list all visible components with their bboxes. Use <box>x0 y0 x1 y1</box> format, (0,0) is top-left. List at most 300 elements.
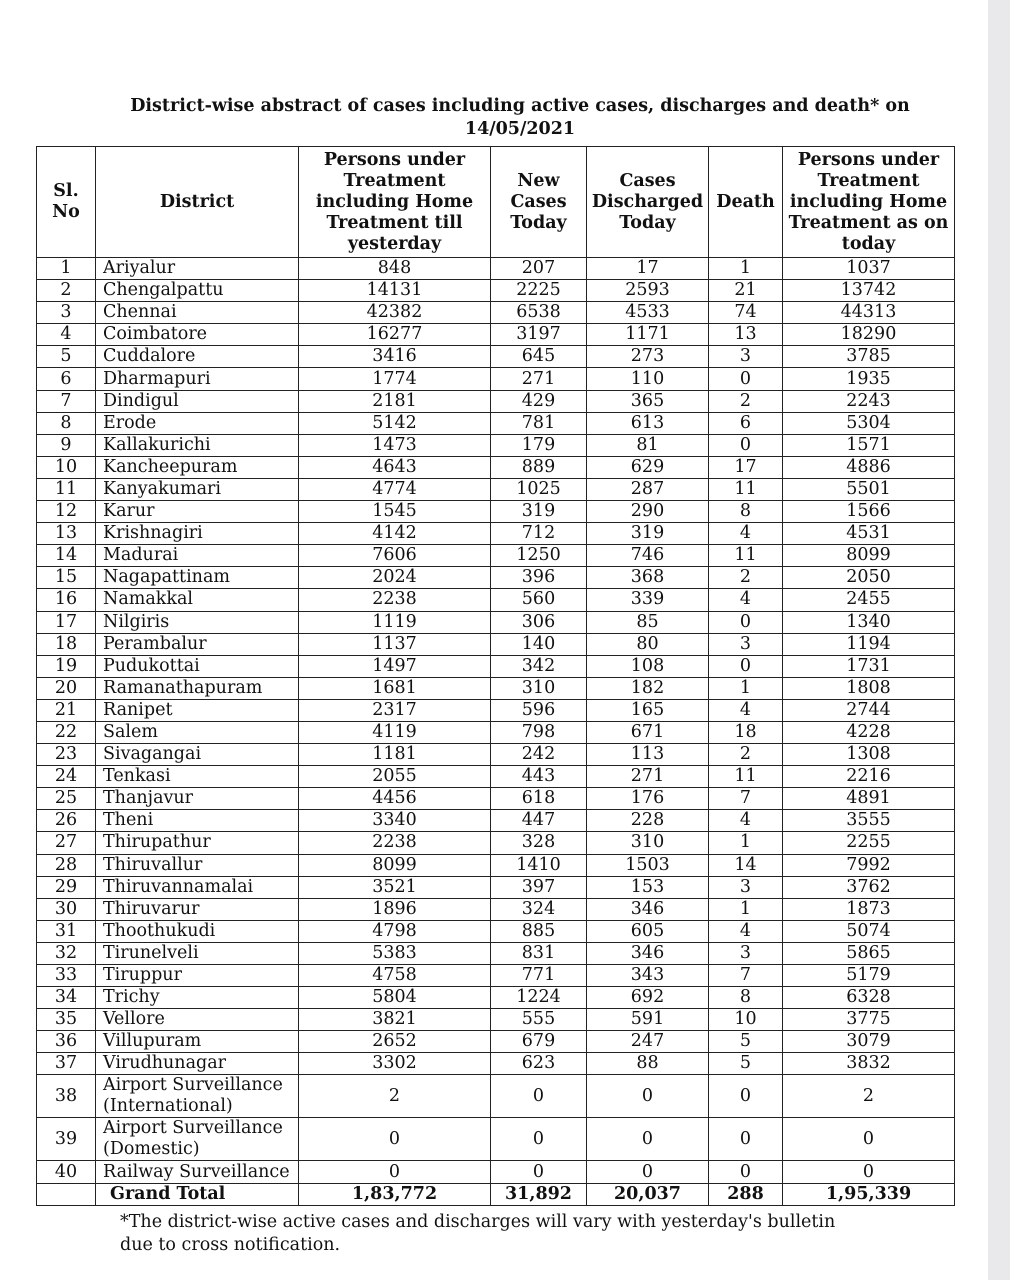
table-row <box>37 567 955 589</box>
cell-district: Coimbatore <box>96 324 299 346</box>
footnote-line-1: *The district-wise active cases and discharges will vary with yesterday's bulletin <box>120 1212 836 1232</box>
cell-discharged: 671 <box>587 721 709 743</box>
cell-death: 14 <box>709 854 783 876</box>
cell-sl-no: 37 <box>37 1053 96 1075</box>
cell-sl-no: 34 <box>37 987 96 1009</box>
table-row <box>37 523 955 545</box>
cell-under-treatment-yesterday: 4142 <box>299 523 491 545</box>
table-row <box>37 412 955 434</box>
cell-under-treatment-today: 2 <box>783 1075 955 1118</box>
cell-sl-no: 12 <box>37 501 96 523</box>
cell-under-treatment-today: 1308 <box>783 744 955 766</box>
cell-under-treatment-today: 2744 <box>783 699 955 721</box>
cell-discharged: 176 <box>587 788 709 810</box>
table-row <box>37 788 955 810</box>
cell-death: 17 <box>709 456 783 478</box>
cell-death: 3 <box>709 633 783 655</box>
cell-sl-no: 15 <box>37 567 96 589</box>
cell-death: 18 <box>709 721 783 743</box>
cell-under-treatment-today: 4228 <box>783 721 955 743</box>
cell-under-treatment-yesterday: 2181 <box>299 390 491 412</box>
table-row <box>37 346 955 368</box>
table-row <box>37 898 955 920</box>
cell-under-treatment-today: 3762 <box>783 876 955 898</box>
cell-under-treatment-today: 1037 <box>783 258 955 280</box>
total-under-treatment-today: 1,95,339 <box>783 1183 955 1205</box>
header-district: District <box>96 147 299 258</box>
cell-under-treatment-yesterday: 0 <box>299 1118 491 1161</box>
cell-under-treatment-today: 5501 <box>783 478 955 500</box>
cell-death: 2 <box>709 390 783 412</box>
cell-discharged: 290 <box>587 501 709 523</box>
cell-death: 0 <box>709 1118 783 1161</box>
cell-under-treatment-yesterday: 42382 <box>299 302 491 324</box>
cell-new-cases: 2225 <box>491 280 587 302</box>
cell-under-treatment-yesterday: 4798 <box>299 920 491 942</box>
cell-under-treatment-yesterday: 3416 <box>299 346 491 368</box>
cell-death: 10 <box>709 1009 783 1031</box>
cell-under-treatment-today: 3775 <box>783 1009 955 1031</box>
cell-death: 13 <box>709 324 783 346</box>
total-discharged: 20,037 <box>587 1183 709 1205</box>
cell-under-treatment-yesterday: 14131 <box>299 280 491 302</box>
cell-district: Dindigul <box>96 390 299 412</box>
cell-discharged: 287 <box>587 478 709 500</box>
cell-under-treatment-yesterday: 3821 <box>299 1009 491 1031</box>
cell-district: Thirupathur <box>96 832 299 854</box>
table-row <box>37 611 955 633</box>
footnote <box>120 1211 880 1257</box>
table-row <box>37 810 955 832</box>
cell-discharged: 108 <box>587 655 709 677</box>
cell-death: 3 <box>709 876 783 898</box>
table-row <box>37 368 955 390</box>
cell-district: Salem <box>96 721 299 743</box>
cell-discharged: 629 <box>587 456 709 478</box>
cell-under-treatment-today: 4886 <box>783 456 955 478</box>
cell-sl-no: 16 <box>37 589 96 611</box>
table-row <box>37 677 955 699</box>
cell-under-treatment-yesterday: 1473 <box>299 434 491 456</box>
header-under-treatment-yesterday: Persons under Treatment including Home Treatment till yesterday <box>299 147 491 258</box>
cell-district: Cuddalore <box>96 346 299 368</box>
cell-death: 4 <box>709 589 783 611</box>
cell-district: Namakkal <box>96 589 299 611</box>
cell-discharged: 692 <box>587 987 709 1009</box>
cell-sl-no: 10 <box>37 456 96 478</box>
cell-under-treatment-today: 8099 <box>783 545 955 567</box>
cell-new-cases: 1025 <box>491 478 587 500</box>
table-row <box>37 545 955 567</box>
cell-under-treatment-yesterday: 2024 <box>299 567 491 589</box>
cell-under-treatment-today: 1935 <box>783 368 955 390</box>
cell-district: Sivagangai <box>96 744 299 766</box>
cell-under-treatment-today: 2050 <box>783 567 955 589</box>
cell-new-cases: 319 <box>491 501 587 523</box>
header-death: Death <box>709 147 783 258</box>
cell-district: Pudukottai <box>96 655 299 677</box>
cell-district: Trichy <box>96 987 299 1009</box>
district-cases-table <box>36 146 955 1206</box>
cell-under-treatment-yesterday: 5804 <box>299 987 491 1009</box>
table-row <box>37 832 955 854</box>
cell-under-treatment-today: 2216 <box>783 766 955 788</box>
cell-death: 3 <box>709 942 783 964</box>
cell-under-treatment-today: 5179 <box>783 965 955 987</box>
cell-death: 3 <box>709 346 783 368</box>
table-row <box>37 744 955 766</box>
total-label: Grand Total <box>96 1183 299 1205</box>
cell-district: Virudhunagar <box>96 1053 299 1075</box>
viewer-edge <box>988 0 1010 1280</box>
cell-district: Nilgiris <box>96 611 299 633</box>
cell-sl-no: 2 <box>37 280 96 302</box>
cell-sl-no: 17 <box>37 611 96 633</box>
cell-under-treatment-today: 5304 <box>783 412 955 434</box>
cell-under-treatment-yesterday: 2317 <box>299 699 491 721</box>
cell-sl-no: 4 <box>37 324 96 346</box>
cell-death: 1 <box>709 832 783 854</box>
cell-under-treatment-today: 1194 <box>783 633 955 655</box>
cell-discharged: 165 <box>587 699 709 721</box>
cell-under-treatment-today: 2243 <box>783 390 955 412</box>
cell-sl-no: 19 <box>37 655 96 677</box>
cell-new-cases: 342 <box>491 655 587 677</box>
cell-under-treatment-today: 1873 <box>783 898 955 920</box>
cell-discharged: 1503 <box>587 854 709 876</box>
cell-sl-no: 18 <box>37 633 96 655</box>
cell-under-treatment-today: 2455 <box>783 589 955 611</box>
cell-new-cases: 560 <box>491 589 587 611</box>
cell-under-treatment-yesterday: 1774 <box>299 368 491 390</box>
cell-under-treatment-yesterday: 1896 <box>299 898 491 920</box>
cell-under-treatment-yesterday: 4758 <box>299 965 491 987</box>
cell-under-treatment-yesterday: 4643 <box>299 456 491 478</box>
table-row <box>37 633 955 655</box>
table-row <box>37 390 955 412</box>
cell-under-treatment-today: 7992 <box>783 854 955 876</box>
cell-death: 1 <box>709 898 783 920</box>
cell-death: 4 <box>709 810 783 832</box>
cell-under-treatment-yesterday: 1119 <box>299 611 491 633</box>
cell-new-cases: 3197 <box>491 324 587 346</box>
cell-under-treatment-yesterday: 1497 <box>299 655 491 677</box>
cell-district: Ramanathapuram <box>96 677 299 699</box>
cell-district: Madurai <box>96 545 299 567</box>
cell-death: 6 <box>709 412 783 434</box>
cell-under-treatment-yesterday: 2652 <box>299 1031 491 1053</box>
cell-under-treatment-today: 0 <box>783 1118 955 1161</box>
cell-discharged: 273 <box>587 346 709 368</box>
document-title <box>120 95 920 141</box>
table-body <box>37 258 955 1184</box>
cell-under-treatment-yesterday: 2238 <box>299 832 491 854</box>
header-discharged: Cases Discharged Today <box>587 147 709 258</box>
cell-discharged: 228 <box>587 810 709 832</box>
table-row <box>37 942 955 964</box>
cell-new-cases: 179 <box>491 434 587 456</box>
cell-new-cases: 207 <box>491 258 587 280</box>
cell-under-treatment-yesterday: 8099 <box>299 854 491 876</box>
cell-discharged: 17 <box>587 258 709 280</box>
cell-sl-no: 23 <box>37 744 96 766</box>
table-row <box>37 655 955 677</box>
table-row <box>37 699 955 721</box>
cell-discharged: 368 <box>587 567 709 589</box>
cell-under-treatment-yesterday: 7606 <box>299 545 491 567</box>
cell-discharged: 605 <box>587 920 709 942</box>
cell-sl-no: 6 <box>37 368 96 390</box>
table-row <box>37 1161 955 1183</box>
cell-sl-no: 33 <box>37 965 96 987</box>
cell-discharged: 0 <box>587 1075 709 1118</box>
cell-under-treatment-today: 3555 <box>783 810 955 832</box>
cell-district: Perambalur <box>96 633 299 655</box>
cell-district: Vellore <box>96 1009 299 1031</box>
grand-total-row <box>37 1183 955 1205</box>
table-row <box>37 1031 955 1053</box>
cell-sl-no: 14 <box>37 545 96 567</box>
cell-new-cases: 306 <box>491 611 587 633</box>
cell-under-treatment-yesterday: 5142 <box>299 412 491 434</box>
cell-sl-no: 26 <box>37 810 96 832</box>
cell-sl-no: 13 <box>37 523 96 545</box>
cell-district: Tirunelveli <box>96 942 299 964</box>
cell-new-cases: 885 <box>491 920 587 942</box>
cell-new-cases: 0 <box>491 1161 587 1183</box>
table-row <box>37 456 955 478</box>
cell-sl-no: 27 <box>37 832 96 854</box>
cell-under-treatment-yesterday: 3340 <box>299 810 491 832</box>
cell-under-treatment-yesterday: 4119 <box>299 721 491 743</box>
cell-district: Railway Surveillance <box>96 1161 299 1183</box>
table-row <box>37 987 955 1009</box>
cell-sl-no: 32 <box>37 942 96 964</box>
cell-district: Krishnagiri <box>96 523 299 545</box>
cell-sl-no: 39 <box>37 1118 96 1161</box>
cell-new-cases: 679 <box>491 1031 587 1053</box>
cell-discharged: 346 <box>587 898 709 920</box>
cell-district: Ranipet <box>96 699 299 721</box>
cell-district: Chengalpattu <box>96 280 299 302</box>
cell-new-cases: 328 <box>491 832 587 854</box>
cell-under-treatment-yesterday: 0 <box>299 1161 491 1183</box>
cell-sl-no: 1 <box>37 258 96 280</box>
cell-district: Ariyalur <box>96 258 299 280</box>
table-row <box>37 766 955 788</box>
cell-new-cases: 1410 <box>491 854 587 876</box>
cell-new-cases: 831 <box>491 942 587 964</box>
header-under-treatment-today: Persons under Treatment including Home Treatment as on today <box>783 147 955 258</box>
cell-death: 7 <box>709 788 783 810</box>
total-under-treatment-yesterday: 1,83,772 <box>299 1183 491 1205</box>
table-row <box>37 965 955 987</box>
cell-sl-no: 40 <box>37 1161 96 1183</box>
cell-district: Karur <box>96 501 299 523</box>
cell-sl-no: 11 <box>37 478 96 500</box>
cell-district: Airport Surveillance (International) <box>96 1075 299 1118</box>
cell-district: Tenkasi <box>96 766 299 788</box>
cell-under-treatment-yesterday: 1545 <box>299 501 491 523</box>
cell-discharged: 81 <box>587 434 709 456</box>
cell-under-treatment-today: 4531 <box>783 523 955 545</box>
table-row <box>37 1075 955 1118</box>
cell-death: 4 <box>709 920 783 942</box>
cell-under-treatment-today: 4891 <box>783 788 955 810</box>
cell-under-treatment-today: 2255 <box>783 832 955 854</box>
cell-district: Kanyakumari <box>96 478 299 500</box>
table-row <box>37 324 955 346</box>
cell-under-treatment-today: 3832 <box>783 1053 955 1075</box>
cell-under-treatment-yesterday: 4774 <box>299 478 491 500</box>
cell-under-treatment-yesterday: 16277 <box>299 324 491 346</box>
cell-discharged: 339 <box>587 589 709 611</box>
cell-death: 5 <box>709 1053 783 1075</box>
total-sl <box>37 1183 96 1205</box>
cell-discharged: 0 <box>587 1118 709 1161</box>
cell-new-cases: 712 <box>491 523 587 545</box>
cell-sl-no: 31 <box>37 920 96 942</box>
cell-sl-no: 30 <box>37 898 96 920</box>
cell-discharged: 271 <box>587 766 709 788</box>
table-row <box>37 434 955 456</box>
table-row <box>37 920 955 942</box>
cell-district: Villupuram <box>96 1031 299 1053</box>
cell-death: 7 <box>709 965 783 987</box>
cell-death: 8 <box>709 987 783 1009</box>
cell-death: 1 <box>709 677 783 699</box>
cell-new-cases: 781 <box>491 412 587 434</box>
cell-discharged: 1171 <box>587 324 709 346</box>
cell-under-treatment-today: 44313 <box>783 302 955 324</box>
total-death: 288 <box>709 1183 783 1205</box>
cell-discharged: 0 <box>587 1161 709 1183</box>
cell-discharged: 110 <box>587 368 709 390</box>
cell-new-cases: 623 <box>491 1053 587 1075</box>
cell-new-cases: 242 <box>491 744 587 766</box>
cell-new-cases: 443 <box>491 766 587 788</box>
cell-new-cases: 0 <box>491 1118 587 1161</box>
cell-under-treatment-today: 1571 <box>783 434 955 456</box>
cell-death: 11 <box>709 545 783 567</box>
cell-death: 0 <box>709 434 783 456</box>
cell-discharged: 613 <box>587 412 709 434</box>
cell-sl-no: 21 <box>37 699 96 721</box>
cell-new-cases: 429 <box>491 390 587 412</box>
cell-sl-no: 9 <box>37 434 96 456</box>
cell-new-cases: 1250 <box>491 545 587 567</box>
table-row <box>37 280 955 302</box>
cell-death: 11 <box>709 766 783 788</box>
cell-new-cases: 645 <box>491 346 587 368</box>
cell-sl-no: 38 <box>37 1075 96 1118</box>
cell-death: 74 <box>709 302 783 324</box>
cell-discharged: 88 <box>587 1053 709 1075</box>
cell-under-treatment-yesterday: 3521 <box>299 876 491 898</box>
cell-new-cases: 889 <box>491 456 587 478</box>
cell-under-treatment-today: 1808 <box>783 677 955 699</box>
cell-district: Airport Surveillance (Domestic) <box>96 1118 299 1161</box>
cell-sl-no: 8 <box>37 412 96 434</box>
cell-discharged: 113 <box>587 744 709 766</box>
cell-district: Kallakurichi <box>96 434 299 456</box>
cell-district: Thiruvannamalai <box>96 876 299 898</box>
cell-death: 4 <box>709 699 783 721</box>
cell-under-treatment-yesterday: 2238 <box>299 589 491 611</box>
cell-discharged: 310 <box>587 832 709 854</box>
cell-under-treatment-yesterday: 1181 <box>299 744 491 766</box>
cell-under-treatment-today: 18290 <box>783 324 955 346</box>
cell-new-cases: 271 <box>491 368 587 390</box>
cell-death: 0 <box>709 1075 783 1118</box>
cell-discharged: 4533 <box>587 302 709 324</box>
cell-death: 11 <box>709 478 783 500</box>
cell-new-cases: 771 <box>491 965 587 987</box>
cell-district: Erode <box>96 412 299 434</box>
table-row <box>37 589 955 611</box>
header-new-cases: New Cases Today <box>491 147 587 258</box>
cell-district: Thanjavur <box>96 788 299 810</box>
cell-new-cases: 324 <box>491 898 587 920</box>
cell-discharged: 247 <box>587 1031 709 1053</box>
cell-district: Thoothukudi <box>96 920 299 942</box>
cell-discharged: 746 <box>587 545 709 567</box>
cell-death: 4 <box>709 523 783 545</box>
cell-discharged: 182 <box>587 677 709 699</box>
cell-discharged: 365 <box>587 390 709 412</box>
cell-new-cases: 396 <box>491 567 587 589</box>
cell-district: Nagapattinam <box>96 567 299 589</box>
cell-under-treatment-today: 1340 <box>783 611 955 633</box>
cell-under-treatment-yesterday: 3302 <box>299 1053 491 1075</box>
cell-under-treatment-yesterday: 2 <box>299 1075 491 1118</box>
cell-discharged: 343 <box>587 965 709 987</box>
cell-new-cases: 0 <box>491 1075 587 1118</box>
cell-district: Tiruppur <box>96 965 299 987</box>
header-sl-no: Sl. No <box>37 147 96 258</box>
cell-sl-no: 5 <box>37 346 96 368</box>
cell-under-treatment-today: 6328 <box>783 987 955 1009</box>
cell-discharged: 591 <box>587 1009 709 1031</box>
cell-under-treatment-yesterday: 1137 <box>299 633 491 655</box>
cell-district: Thiruvallur <box>96 854 299 876</box>
cell-discharged: 319 <box>587 523 709 545</box>
cell-death: 1 <box>709 258 783 280</box>
cell-discharged: 346 <box>587 942 709 964</box>
cell-under-treatment-today: 0 <box>783 1161 955 1183</box>
cell-discharged: 2593 <box>587 280 709 302</box>
cell-under-treatment-today: 1566 <box>783 501 955 523</box>
cell-sl-no: 29 <box>37 876 96 898</box>
table-row <box>37 721 955 743</box>
cell-under-treatment-today: 1731 <box>783 655 955 677</box>
cell-under-treatment-today: 3785 <box>783 346 955 368</box>
cell-under-treatment-yesterday: 848 <box>299 258 491 280</box>
cell-sl-no: 22 <box>37 721 96 743</box>
cell-under-treatment-today: 13742 <box>783 280 955 302</box>
cell-new-cases: 6538 <box>491 302 587 324</box>
cell-new-cases: 310 <box>491 677 587 699</box>
table-row <box>37 854 955 876</box>
cell-sl-no: 3 <box>37 302 96 324</box>
table-row <box>37 302 955 324</box>
cell-under-treatment-yesterday: 5383 <box>299 942 491 964</box>
cell-new-cases: 140 <box>491 633 587 655</box>
cell-new-cases: 555 <box>491 1009 587 1031</box>
table-header-row <box>37 147 955 258</box>
cell-district: Dharmapuri <box>96 368 299 390</box>
cell-new-cases: 447 <box>491 810 587 832</box>
